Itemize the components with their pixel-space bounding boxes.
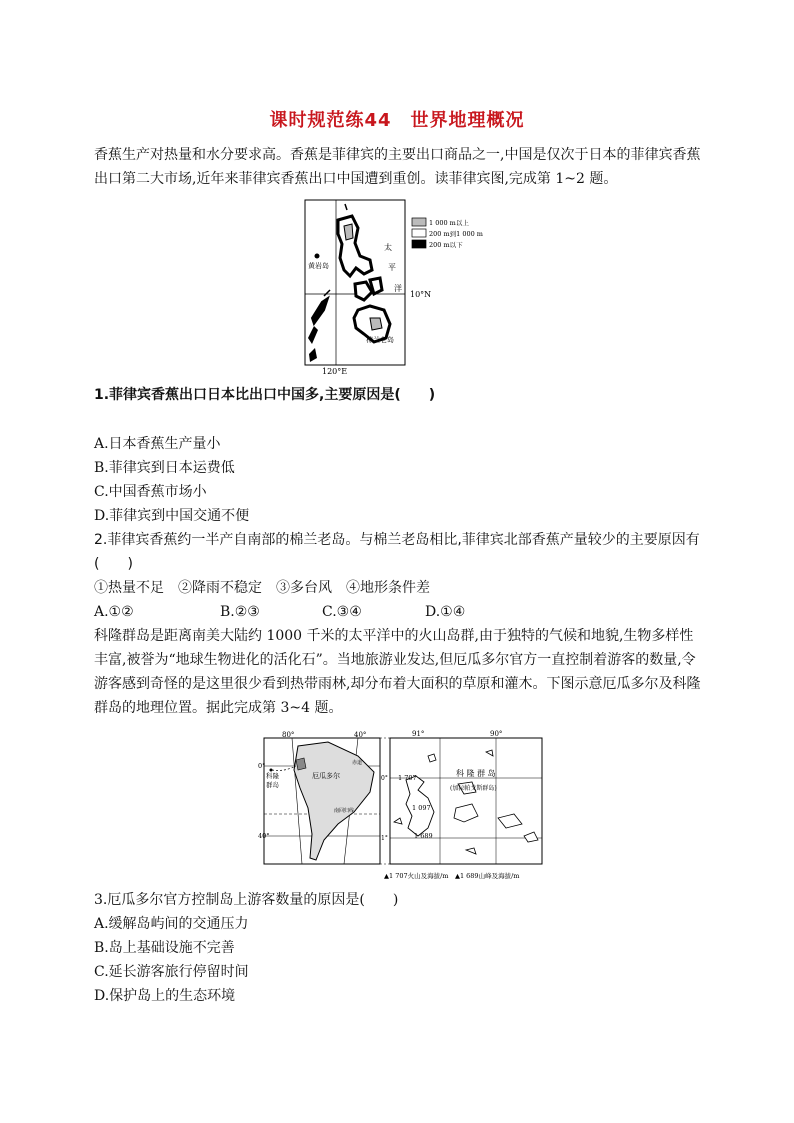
intro-paragraph-2: 科隆群岛是距离南美大陆约 1000 千米的太平洋中的火山岛群,由于独特的气候和地貌,生物多样性丰富,被誉为“地球生物进化的活化石”。当地旅游业发达,但厄瓜多尔官方一直控制着游客的数量,令游客感到奇怪的是这里很少看到热带雨林,却分布着大面积的草原和灌木。下图示意厄瓜多尔及科隆群岛的地理位置。据此完成第 3~4 题。 [94, 628, 701, 716]
label-40s: 40° [258, 832, 270, 840]
label-0: 0° [258, 762, 266, 770]
peak-1097: 1 097 [412, 804, 431, 812]
map-caption: ▲1 707火山及海拔/m ▲1 689山峰及海拔/m [384, 872, 520, 880]
luzon-highland [344, 224, 353, 240]
q2-option-d[interactable]: D.①④ [425, 604, 466, 620]
q3-option-b[interactable]: B.岛上基础设施不完善 [94, 940, 235, 956]
page-title: 课时规范练44 世界地理概况 [269, 110, 525, 131]
peak-1707: 1 707 [398, 774, 417, 782]
q3-option-a[interactable]: A.缓解岛屿间的交通压力 [94, 916, 249, 932]
legend-label-low: 200 m以下 [429, 241, 463, 249]
label-tropic: 南回归线 [334, 808, 355, 814]
q1-option-a[interactable]: A.日本香蕉生产量小 [94, 436, 221, 452]
legend-swatch-mid [412, 229, 426, 237]
question-3-stem: 3.厄瓜多尔官方控制岛上游客数量的原因是( ) [94, 892, 399, 908]
label-0-right: 0° [381, 775, 388, 782]
legend-label-high: 1 000 m以上 [429, 219, 469, 227]
mindanao-highland [370, 318, 382, 330]
question-1-stem: 1.菲律宾香蕉出口日本比出口中国多,主要原因是( ) [94, 387, 436, 403]
legend-swatch-low [412, 240, 426, 248]
galapagos-map-figure [258, 728, 548, 880]
q3-option-c[interactable]: C.延长游客旅行停留时间 [94, 964, 249, 980]
label-yang: 洋 [394, 284, 402, 293]
label-91: 91° [412, 730, 425, 738]
q1-option-b[interactable]: B.菲律宾到日本运费低 [94, 460, 235, 476]
label-40: 40° [354, 731, 367, 739]
label-ecuador: 厄瓜多尔 [312, 772, 340, 780]
label-ping: 平 [388, 263, 396, 272]
q1-option-d[interactable]: D.菲律宾到中国交通不便 [94, 508, 250, 524]
label-90: 90° [490, 730, 503, 738]
galapagos-name: 科 隆 群 岛 [456, 769, 496, 778]
question-2-stem: 2.菲律宾香蕉约一半产自南部的棉兰老岛。与棉兰老岛相比,菲律宾北部香蕉产量较少的主要原因有( ) [94, 532, 700, 572]
q2-option-b[interactable]: B.②③ [220, 604, 260, 620]
label-80: 80° [282, 731, 295, 739]
small-island [428, 754, 436, 762]
label-10n: 10°N [410, 290, 432, 299]
q1-option-c[interactable]: C.中国香蕉市场小 [94, 484, 207, 500]
label-kelong: 科隆 [266, 772, 279, 780]
label-mindanao: 棉兰老岛 [366, 336, 394, 344]
samar-island [370, 278, 382, 294]
label-qundao: 群岛 [266, 781, 279, 789]
q2-option-a[interactable]: A.①② [94, 604, 134, 620]
legend-swatch-high [412, 218, 426, 226]
ecuador-area [296, 758, 306, 770]
label-120e: 120°E [322, 367, 348, 376]
galapagos-alias: (加拉帕戈斯群岛) [450, 785, 497, 792]
label-huangyan: 黄岩岛 [308, 262, 329, 270]
label-tai: 太 [384, 243, 392, 252]
label-chidao: 赤道 [352, 760, 363, 766]
legend-label-mid: 200 m到1 000 m [429, 230, 483, 238]
q2-items: ①热量不足 ②降雨不稳定 ③多台风 ④地形条件差 [94, 580, 430, 596]
q3-option-d[interactable]: D.保护岛上的生态环境 [94, 988, 236, 1004]
label-1: 1° [381, 835, 388, 842]
peak-1689: 1 689 [414, 832, 433, 840]
huangyan-marker [315, 254, 320, 259]
intro-paragraph-1: 香蕉生产对热量和水分要求高。香蕉是菲律宾的主要出口商品之一,中国是仅次于日本的菲律宾香蕉出口第二大市场,近年来菲律宾香蕉出口中国遭到重创。读菲律宾图,完成第 1~2 题。 [94, 147, 701, 187]
philippines-map [300, 198, 500, 376]
q2-option-c[interactable]: C.③④ [322, 604, 362, 620]
